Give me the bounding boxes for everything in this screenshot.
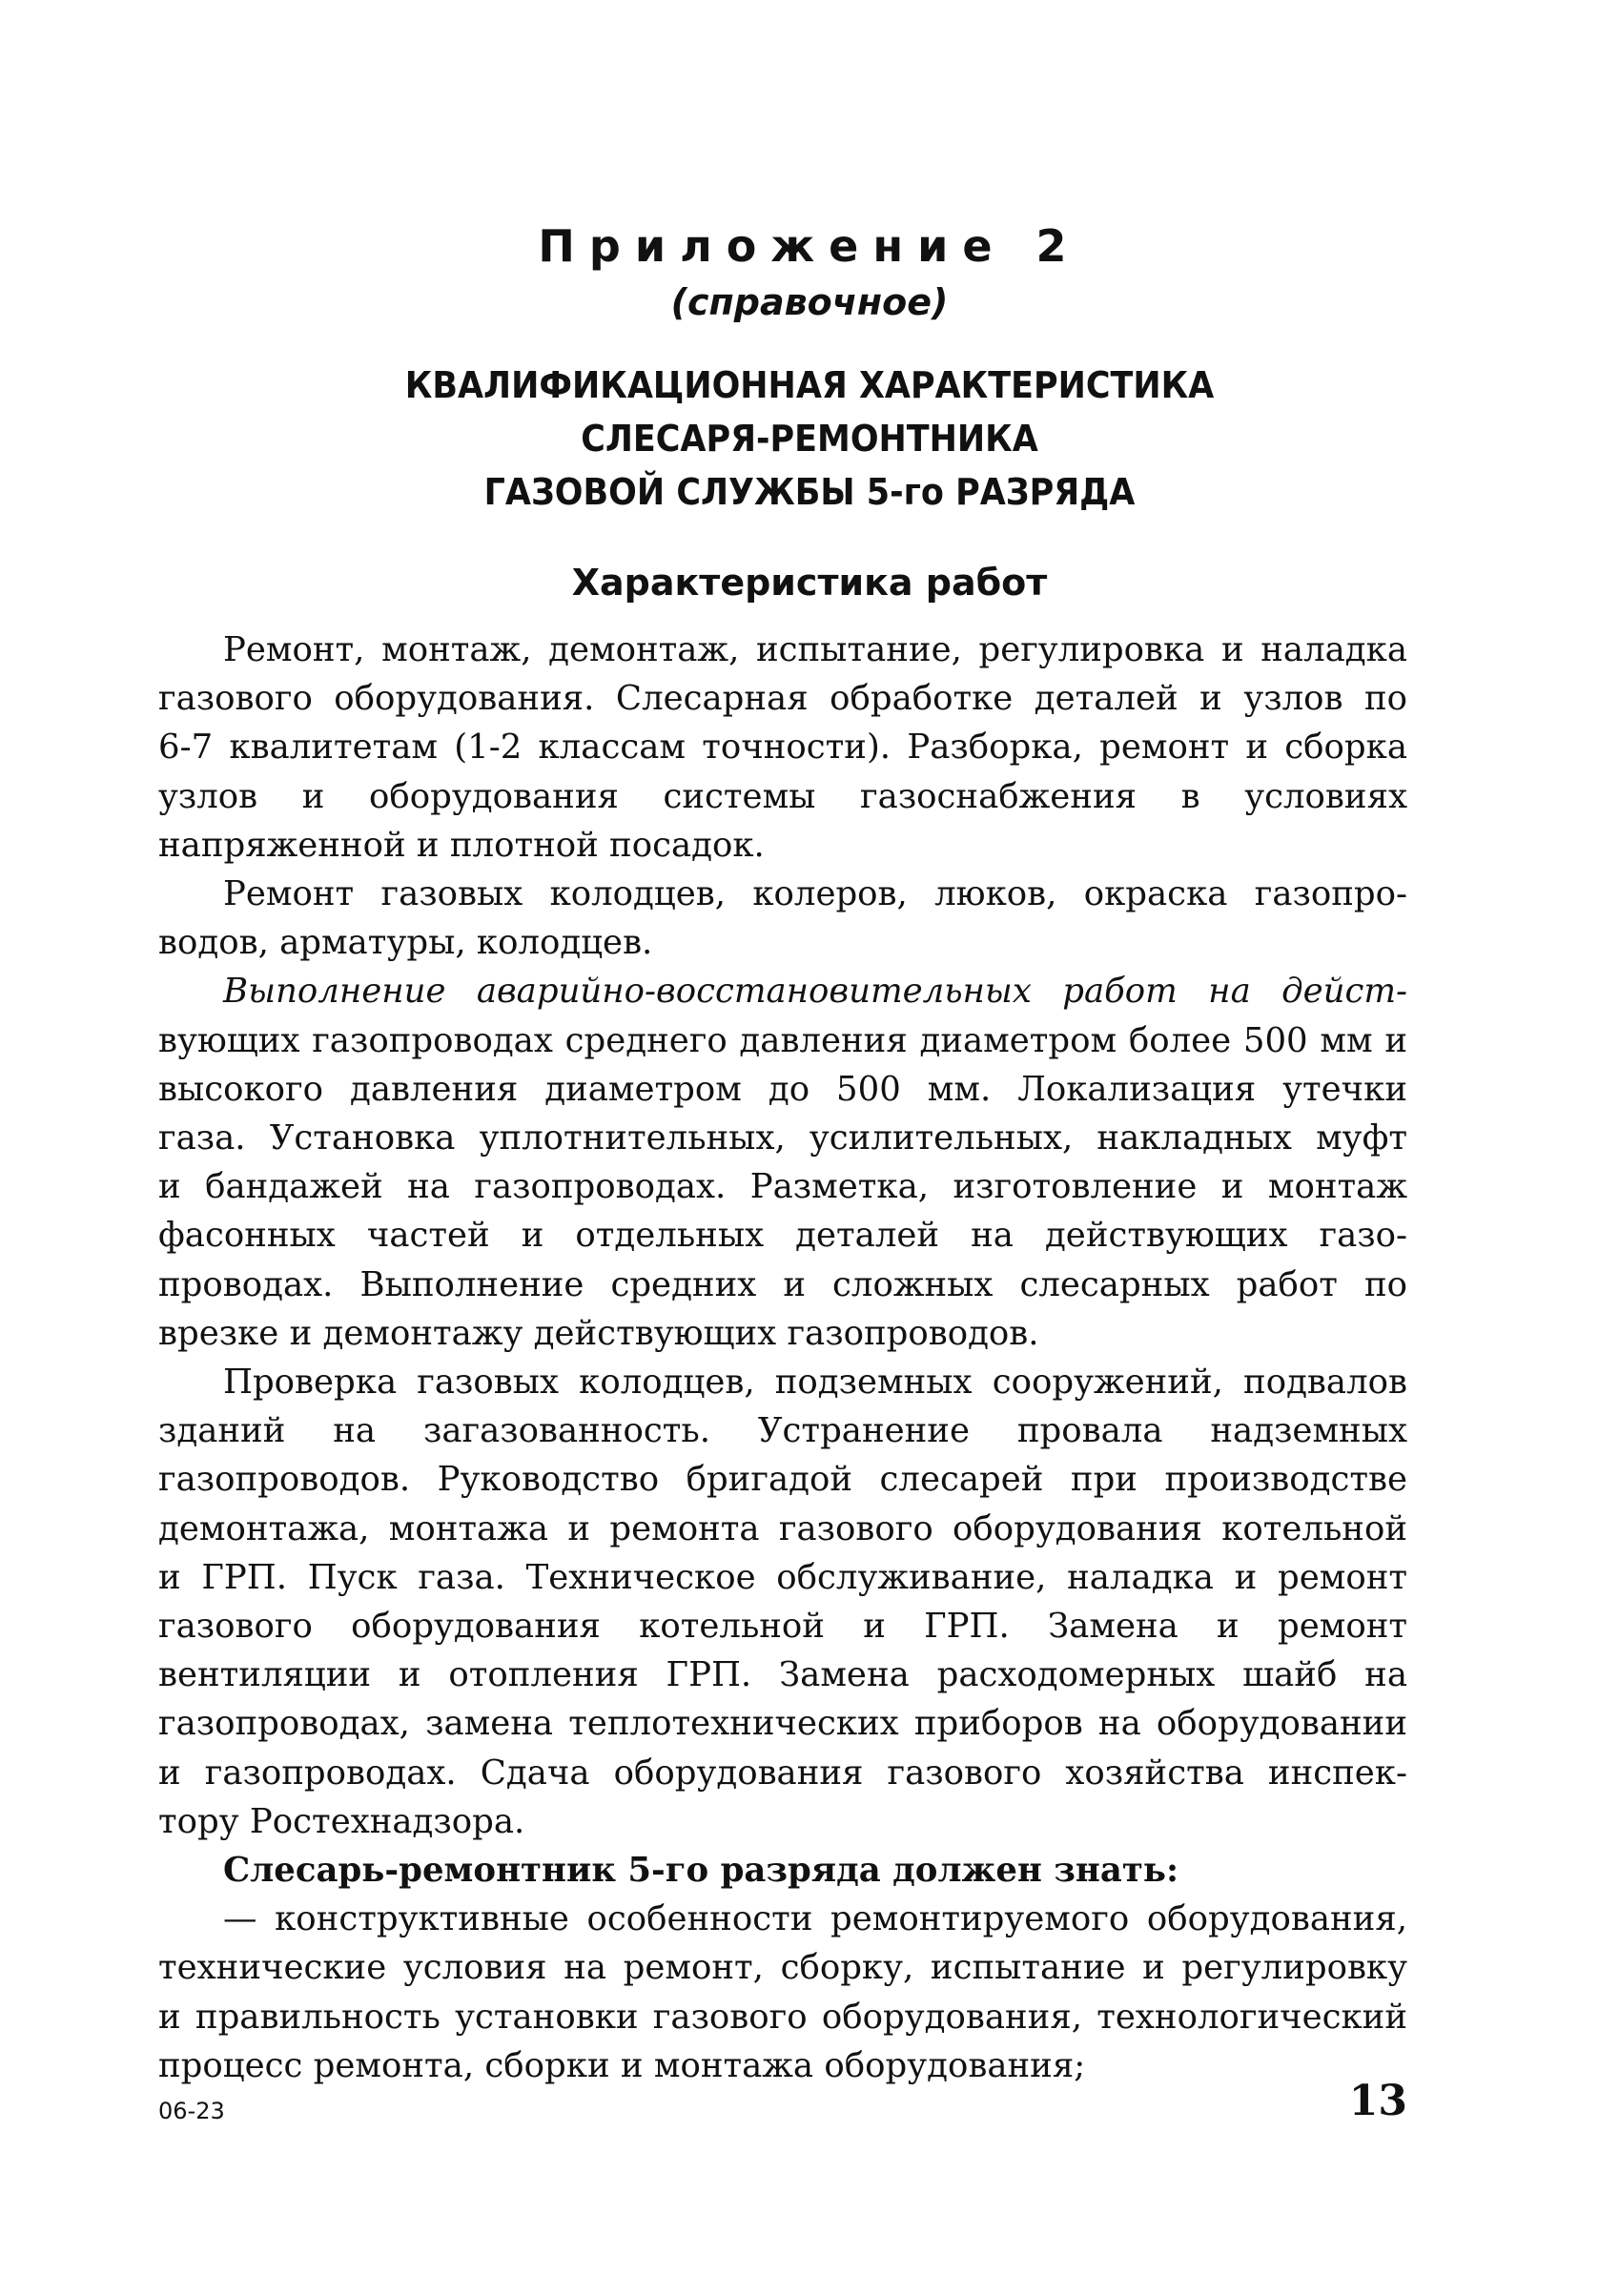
- page-number: 13: [1348, 2077, 1407, 2125]
- paragraph-line: вующих газопроводах среднего давления диаметром более 500 мм и: [158, 1020, 1407, 1060]
- paragraph-line: — конструктивные особенности ремонтируемого оборудования,: [223, 1899, 1407, 1939]
- body-text: [158, 625, 1407, 2090]
- paragraph-line: процесс ремонта, сборки и монтажа оборудования;: [158, 2045, 1086, 2085]
- paragraph-line: высокого давления диаметром до 500 мм. Локализация утечки: [158, 1069, 1407, 1109]
- paragraph-line: проводах. Выполнение средних и сложных слесарных работ по: [158, 1264, 1407, 1304]
- document-title: [65, 359, 1554, 519]
- title-line: ГАЗОВОЙ СЛУЖБЫ 5-го РАЗРЯДА: [483, 471, 1136, 513]
- paragraph-line: и правильность установки газового оборудования, технологический: [158, 1997, 1407, 2037]
- annex-type: (справочное): [670, 281, 949, 323]
- title-line: СЛЕСАРЯ-РЕМОНТНИКА: [581, 418, 1038, 460]
- paragraph-line: напряженной и плотной посадок.: [158, 825, 765, 865]
- paragraph-line: газа. Установка уплотнительных, усилительных, накладных муфт: [158, 1118, 1407, 1158]
- paragraph-line: Проверка газовых колодцев, подземных сооружений, подвалов: [223, 1363, 1407, 1403]
- annex-label: Приложение 2: [538, 220, 1081, 272]
- paragraph-line: демонтажа, монтажа и ремонта газового оборудования котельной: [158, 1508, 1407, 1548]
- paragraph-line: газового оборудования котельной и ГРП. Замена и ремонт: [158, 1607, 1407, 1647]
- paragraph-line: газопроводов. Руководство бригадой слесарей при производстве: [158, 1460, 1407, 1500]
- paragraph-line: и бандажей на газопроводах. Разметка, изготовление и монтаж: [158, 1167, 1407, 1207]
- must-know-heading: Слесарь-ремонтник 5-го разряда должен знать:: [223, 1851, 1179, 1891]
- paragraph-line: газового оборудования. Слесарная обработке деталей и узлов по: [158, 679, 1407, 719]
- paragraph-line: газопроводах, замена теплотехнических приборов на оборудовании: [158, 1704, 1407, 1744]
- paragraph-line: водов, арматуры, колодцев.: [158, 923, 653, 963]
- section-heading: Характеристика работ: [571, 562, 1048, 604]
- paragraph-line: технические условия на ремонт, сборку, испытание и регулировку: [158, 1948, 1407, 1988]
- paragraph-line: зданий на загазованность. Устранение провала надземных: [158, 1411, 1407, 1451]
- paragraph-line: тору Ростехнадзора.: [158, 1801, 525, 1841]
- paragraph-line: вентиляции и отопления ГРП. Замена расходомерных шайб на: [158, 1655, 1407, 1695]
- paragraph-line: врезке и демонтажу действующих газопроводов.: [158, 1313, 1039, 1353]
- paragraph-line: фасонных частей и отдельных деталей на действующих газо-: [158, 1216, 1407, 1256]
- paragraph-line: Ремонт газовых колодцев, колеров, люков, окраска газопро-: [223, 874, 1407, 914]
- paragraph-line-italic: Выполнение аварийно-восстановительных работ на дейст-: [223, 972, 1407, 1012]
- paragraph-line: узлов и оборудования системы газоснабжения в условиях: [158, 776, 1407, 816]
- footer-code: 06-23: [158, 2098, 225, 2124]
- paragraph-line: 6-7 квалитетам (1-2 классам точности). Разборка, ремонт и сборка: [158, 728, 1407, 768]
- paragraph-line: и ГРП. Пуск газа. Техническое обслуживание, наладка и ремонт: [158, 1557, 1407, 1597]
- title-line: КВАЛИФИКАЦИОННАЯ ХАРАКТЕРИСТИКА: [404, 364, 1215, 406]
- paragraph-line: Ремонт, монтаж, демонтаж, испытание, регулировка и наладка: [223, 630, 1407, 669]
- paragraph-line: и газопроводах. Сдача оборудования газового хозяйства инспек-: [158, 1753, 1407, 1793]
